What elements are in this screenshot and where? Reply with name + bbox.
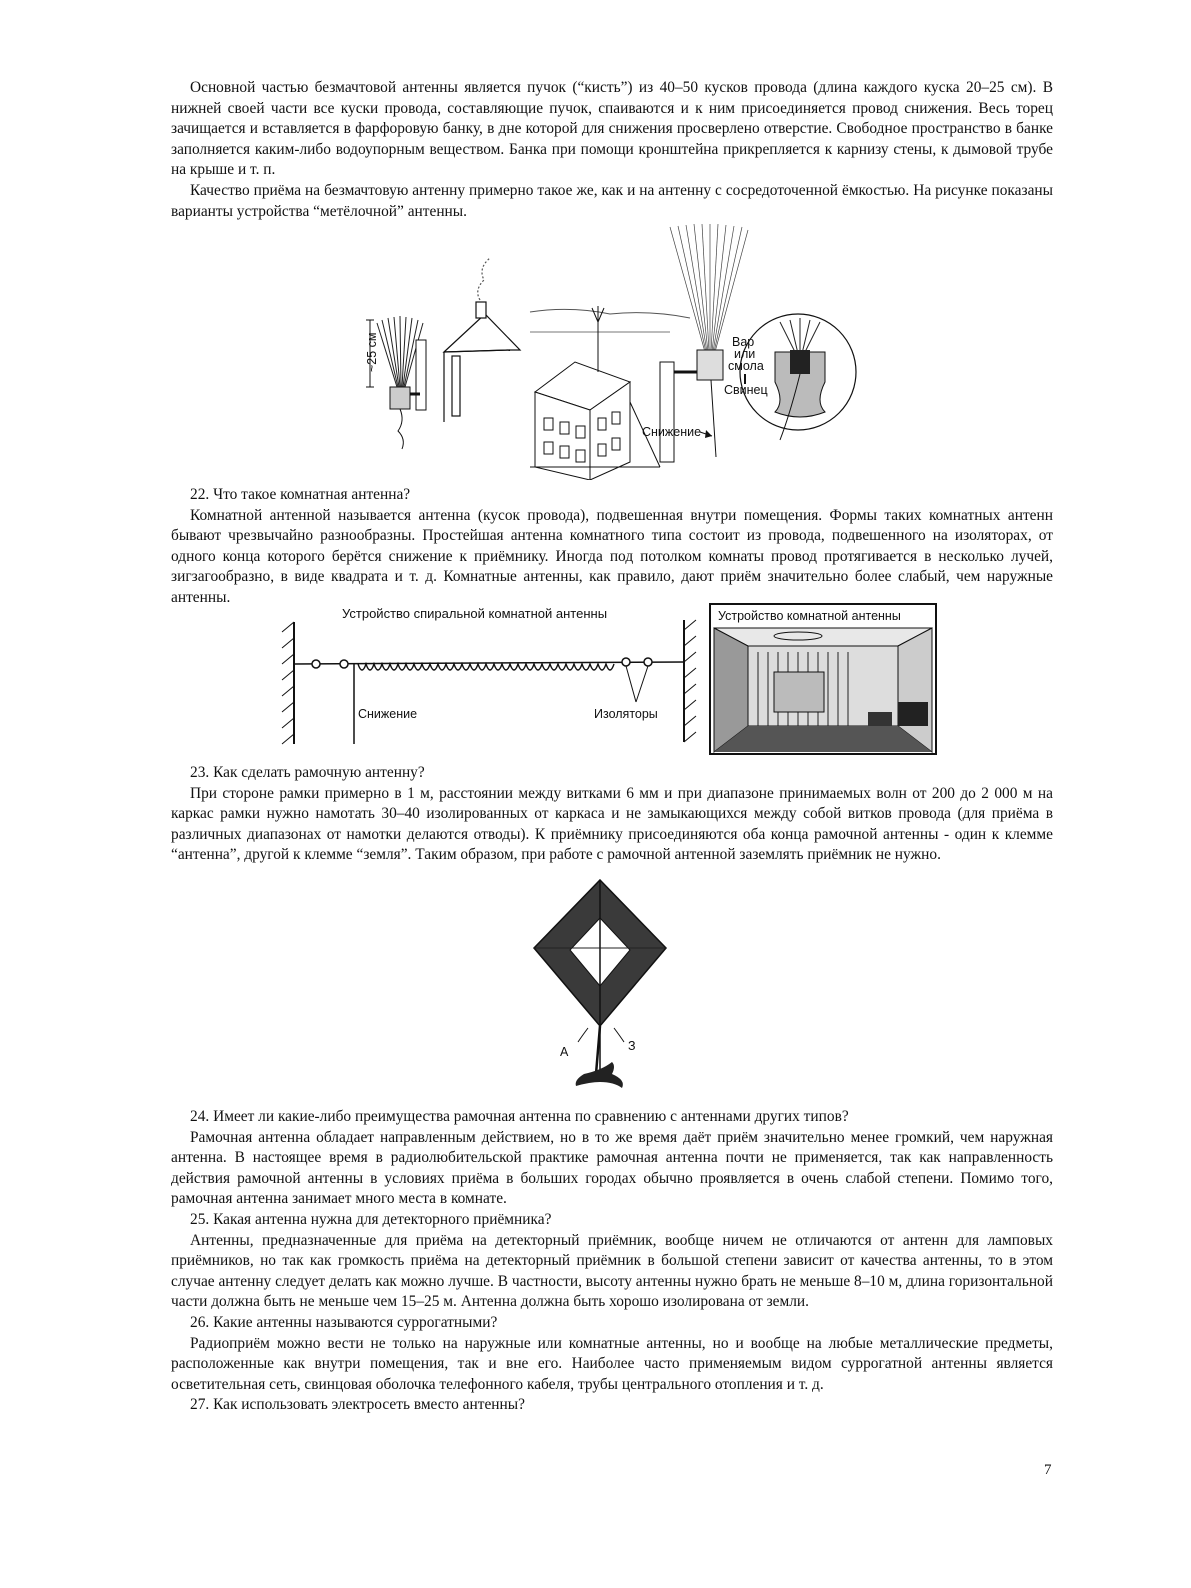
down-label-2: Снижение (358, 707, 418, 721)
intro-paragraph-2: Качество приёма на безмачтовую антенну примерно такое же, как и на антенну с сосредоточенной ёмкостью. На рисунке показаны варианты устройства “метёлочной” антенны. (171, 181, 1053, 220)
spiral-antenna-diagram (282, 606, 696, 744)
wax-label-3: смола (728, 359, 764, 373)
lead-label: Свинец (724, 383, 768, 397)
answer-24: Рамочная антенна обладает направленным действием, но в то же время даёт приём значительно менее громкий, чем наружная антенна. В настоящее время в радиолюбительской практике рамочная антенна почти не применяется, так как направленность действия рамочной антенны в условиях приёма в больших городах обычно проявляется в очень слабой степени. Помимо того, рамочная антенна занимает много места в комнате. (171, 1128, 1053, 1208)
intro-paragraph-1: Основной частью безмачтовой антенны является пучок (“кисть”) из 40–50 кусков провода (длина каждого куска 20–25 см). В нижней своей части все куски провода, составляющие пучок, спаиваются и к ним присоединяется провод снижения. Весь торец зачищается и вставляется в фарфоровую банку, в дне которой для снижения просверлено отверстие. Свободное пространство в банке заполняется каким-либо водоупорным веществом. Банка при помощи кронштейна прикрепляется к карнизу стены, к дымовой трубе на крыше и т. п. (171, 79, 1053, 179)
question-25: 25. Какая антенна нужна для детекторного приёмника? (190, 1210, 552, 1228)
wax-label-2: или (734, 347, 756, 361)
brush-on-bracket (365, 316, 426, 449)
intro-text (171, 78, 1053, 222)
page-number: 7 (1044, 1462, 1052, 1478)
question-22: 22. Что такое комнатная антенна? (190, 486, 411, 503)
question-23: 23. Как сделать рамочную антенну? (190, 764, 425, 781)
section-22 (171, 485, 1053, 609)
answer-23: При стороне рамки примерно в 1 м, расстоянии между витками 6 мм и при диапазоне принимаемых волн от 200 до 2 000 м на каркас рамки нужно намотать 30–40 изолированных от каркаса и не замыкающихся между собой витков провода (для приёма в различных диапазонах от намотки делаются отводы). К приёмнику присоединяются оба конца рамочной антенны - один к клемме “антенна”, другой к клемме “земля”. Таким образом, при работе с рамочной антенной заземлять приёмник не нужно. (171, 784, 1053, 864)
answer-25: Антенны, предназначенные для приёма на детекторный приёмник, вообще ничем не отличаются от антенн для ламповых приёмников, но так как громкость приёма на детекторный приёмник в большой степени зависит от качества антенны, то в этом случае антенну следует делать как можно лучше. В частности, высоту антенны нужно брать не меньше 8–10 м, длина горизонтальной части должна быть не меньше чем 15–25 м. Антенна должна быть хорошо изолирована от земли. (171, 1231, 1053, 1311)
answer-26: Радиоприём можно вести не только на наружные или комнатные антенны, но и вообще на любые металлические предметы, расположенные как внутри помещения, так и вне его. Наиболее часто применяемым видом суррогатной антенны является осветительная сеть, свинцовая оболочка телефонного кабеля, трубы центрального отопления и т. д. (171, 1334, 1053, 1393)
indoor-antenna-figure (278, 602, 938, 762)
dim-label: ~25 см (365, 332, 379, 372)
cross-section-detail (724, 314, 856, 440)
terminal-a-label: А (560, 1045, 569, 1059)
room-title: Устройство комнатной антенны (718, 609, 901, 623)
question-24: 24. Имеет ли какие-либо преимущества рамочная антенна по сравнению с антеннами других типов? (190, 1108, 849, 1125)
loop-antenna-figure (530, 878, 670, 1103)
question-27: 27. Как использовать электросеть вместо антенны? (190, 1396, 525, 1414)
spiral-title: Устройство спиральной комнатной антенны (342, 606, 608, 621)
terminal-z-label: З (628, 1039, 636, 1053)
wax-label-1: Вар (732, 335, 755, 349)
insulators-label: Изоляторы (594, 707, 658, 721)
down-label: Снижение (642, 425, 702, 439)
roof-with-chimney (444, 258, 520, 422)
section-23 (171, 763, 1053, 866)
broom-antenna-figure (360, 222, 870, 480)
sections-24-27 (171, 1107, 1053, 1416)
room-picture (710, 604, 936, 754)
question-26: 26. Какие антенны называются суррогатными? (190, 1313, 498, 1331)
answer-22: Комнатной антенной называется антенна (кусок провода), подвешенная внутри помещения. Формы таких комнатных антенн бывают чрезвычайно разнообразны. Простейшая антенна комнатного типа состоит из провода, подвешенного на изоляторах, от одного конца которого берётся снижение к приёмнику. Иногда под потолком комнаты провод протягивается в несколько лучей, зигзагообразно, в виде квадрата и т. д. Комнатные антенны, как правило, дают приём значительно более слабый, чем наружные антенны. (171, 506, 1053, 606)
